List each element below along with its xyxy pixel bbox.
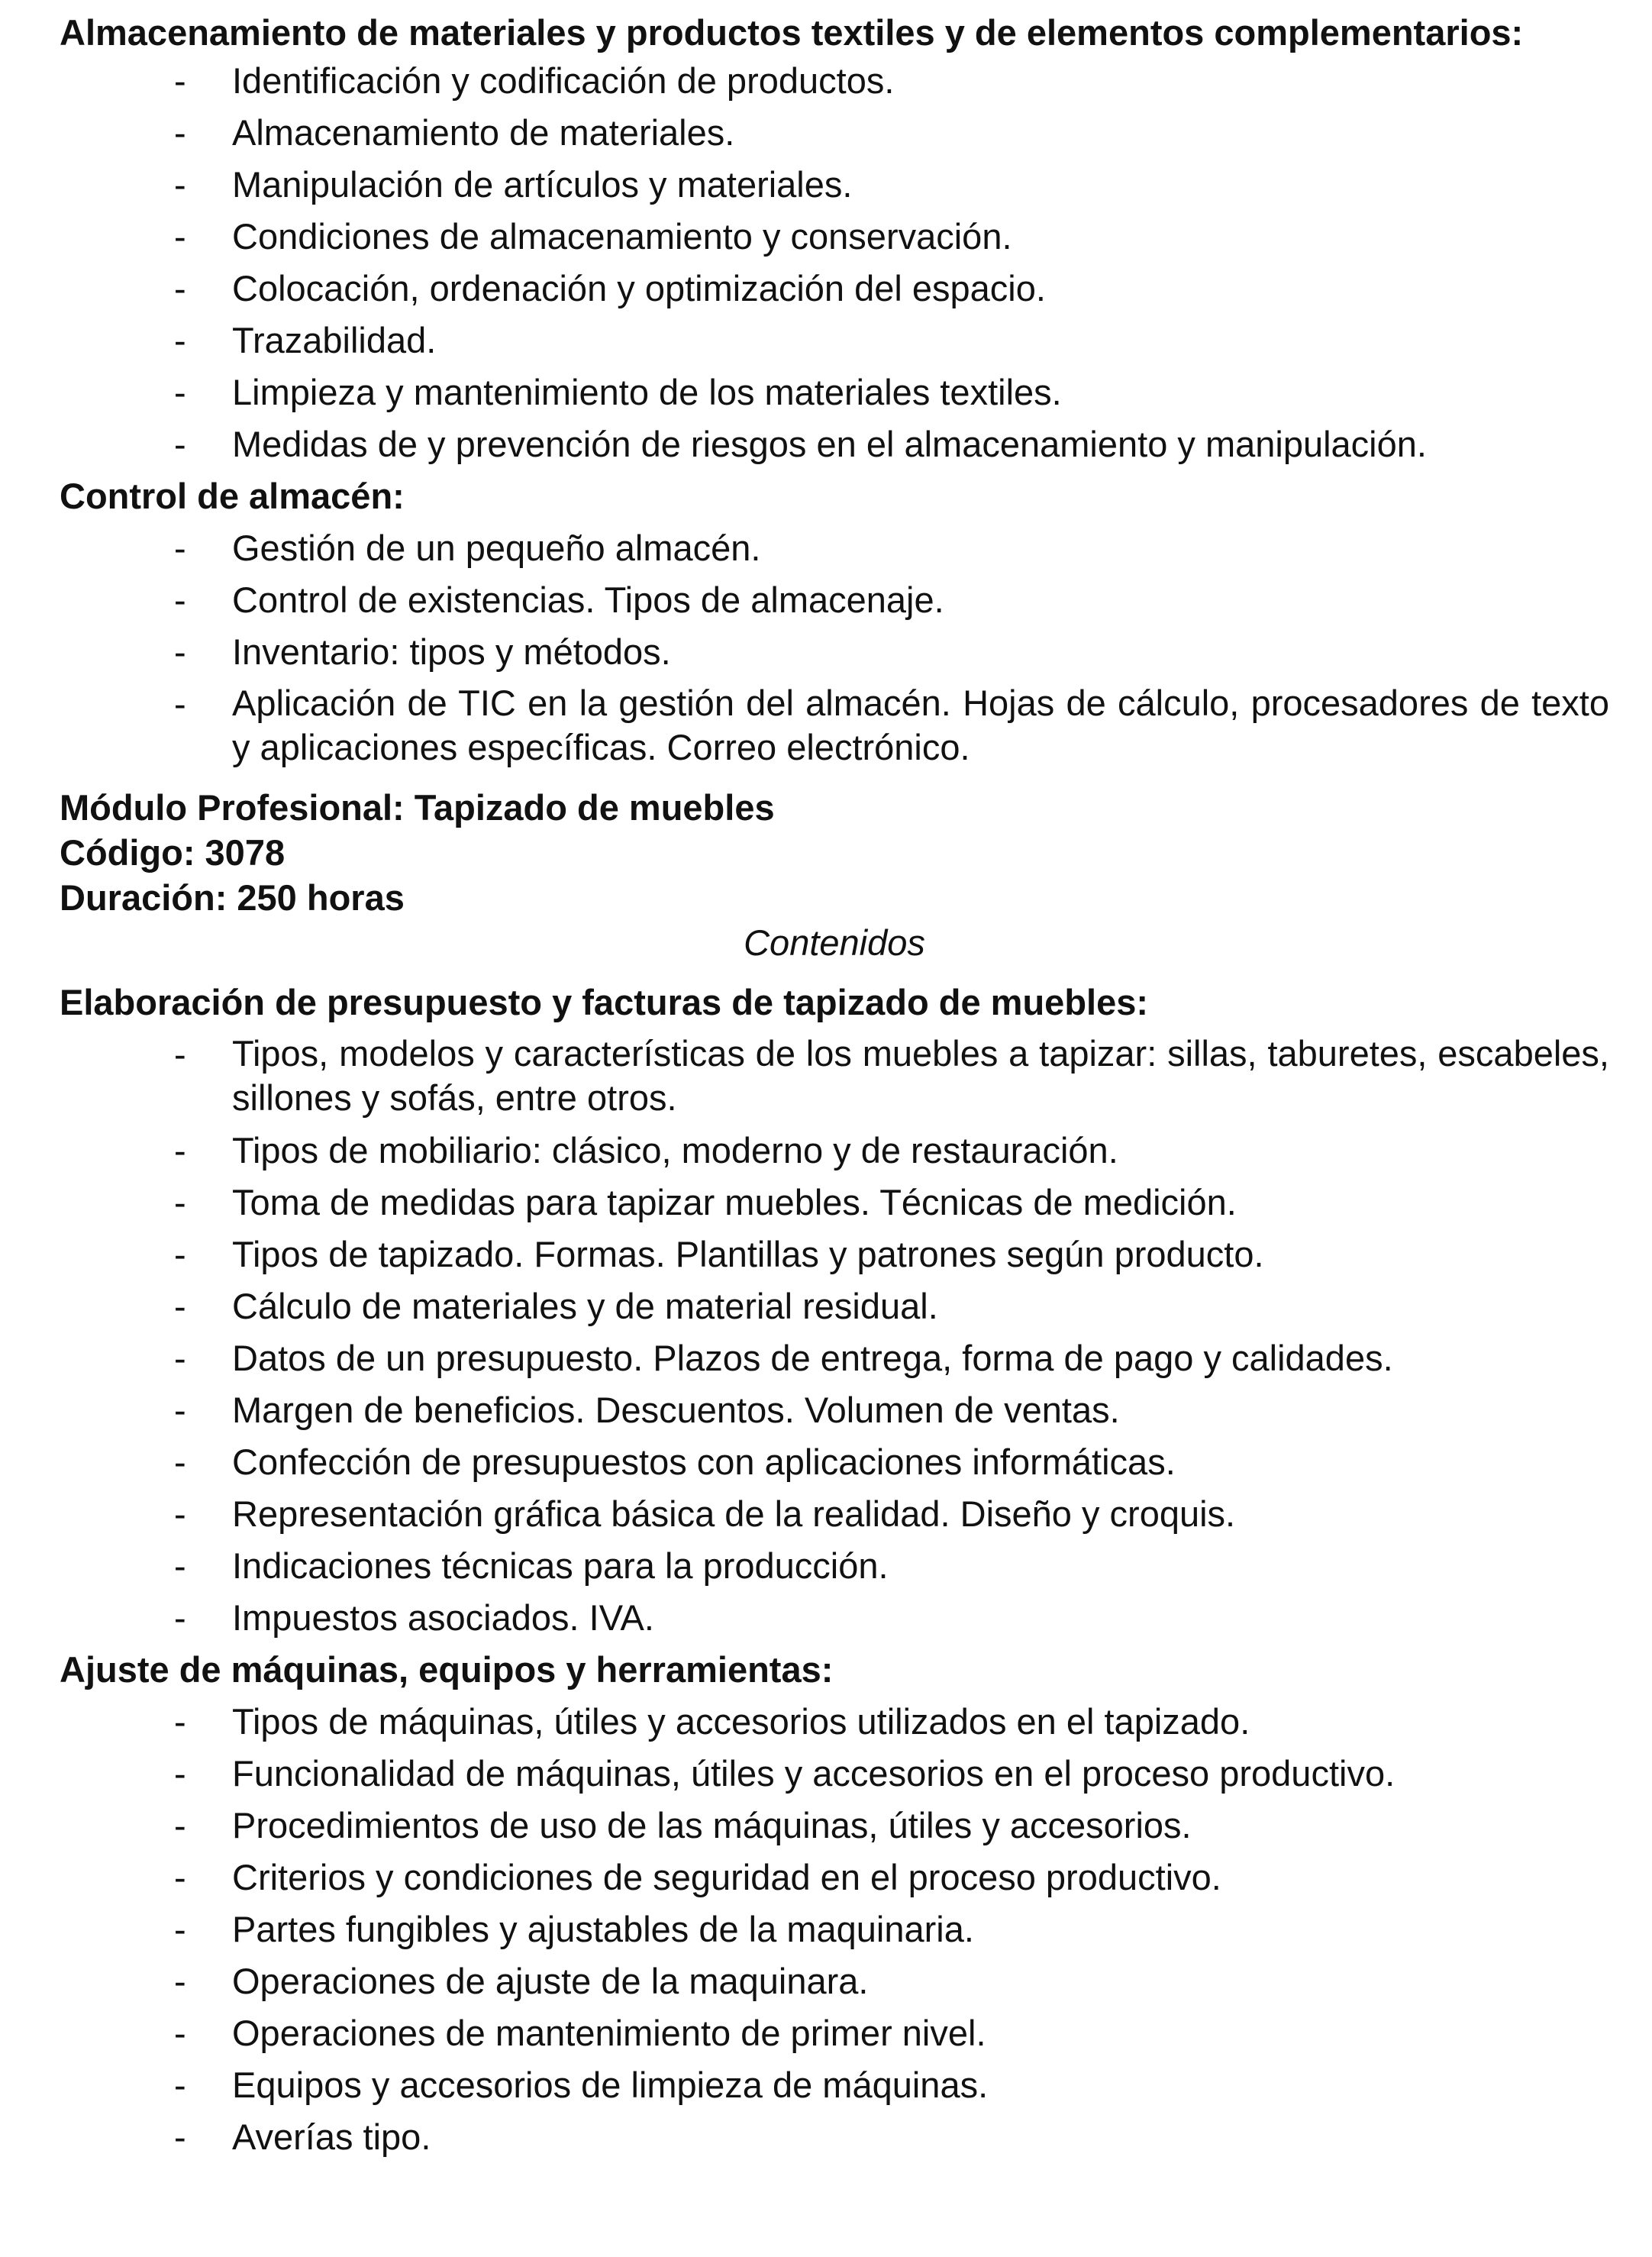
list-item [60, 1748, 1609, 1800]
list-dash: - [174, 683, 186, 724]
list-dash: - [174, 1597, 186, 1638]
bullet-list [60, 1696, 1609, 2163]
list-dash: - [174, 1442, 186, 1482]
list-dash: - [174, 1338, 186, 1378]
list-item-text: Tipos de tapizado. Formas. Plantillas y patrones según producto. [232, 1234, 1264, 1274]
list-item-text: Operaciones de ajuste de la maquinara. [232, 1961, 869, 2001]
module-code: Código: 3078 [60, 832, 286, 873]
section-ajuste-maquinas [60, 1644, 1609, 2163]
list-item-text: Condiciones de almacenamiento y conservación. [232, 216, 1012, 257]
list-item [60, 1852, 1609, 1903]
list-item [60, 159, 1609, 211]
section-presupuesto [60, 977, 1609, 1644]
list-item-text: Indicaciones técnicas para la producción. [232, 1545, 889, 1586]
bullet-list [60, 522, 1609, 774]
section-heading: Almacenamiento de materiales y productos textiles y de elementos complementarios: [60, 12, 1524, 53]
list-item-text: Toma de medidas para tapizar muebles. Técnicas de medición. [232, 1182, 1237, 1222]
list-dash: - [174, 1286, 186, 1326]
list-item [60, 522, 1609, 574]
list-item-text: Margen de beneficios. Descuentos. Volumen de ventas. [232, 1390, 1120, 1430]
list-item-text: Almacenamiento de materiales. [232, 112, 735, 153]
list-item-text: Tipos de mobiliario: clásico, moderno y de restauración. [232, 1130, 1118, 1170]
list-dash: - [174, 164, 186, 205]
list-dash: - [174, 1234, 186, 1274]
list-item [60, 366, 1609, 418]
list-dash: - [174, 1857, 186, 1897]
list-item [60, 263, 1609, 315]
list-item-text: Colocación, ordenación y optimización del espacio. [232, 268, 1046, 308]
list-item-text: Confección de presupuestos con aplicaciones informáticas. [232, 1442, 1176, 1482]
list-dash: - [174, 1701, 186, 1742]
section-control-almacen [60, 470, 1609, 774]
module-header [60, 785, 1609, 966]
list-dash: - [174, 1130, 186, 1170]
list-item [60, 1125, 1609, 1177]
list-item [60, 2059, 1609, 2111]
list-item-text: Cálculo de materiales y de material residual. [232, 1286, 938, 1326]
list-item [60, 315, 1609, 366]
list-dash: - [174, 372, 186, 412]
section-heading: Elaboración de presupuesto y facturas de tapizado de muebles: [60, 982, 1149, 1022]
list-dash: - [174, 268, 186, 308]
list-dash: - [174, 112, 186, 153]
list-item [60, 1592, 1609, 1644]
list-item [60, 1955, 1609, 2007]
list-dash: - [174, 2065, 186, 2105]
list-item-text: Medidas de y prevención de riesgos en el almacenamiento y manipulación. [232, 424, 1427, 464]
document-body [60, 11, 1609, 2163]
list-item [60, 1028, 1609, 1125]
list-dash: - [174, 1545, 186, 1586]
list-item [60, 1436, 1609, 1488]
list-item-text: Limpieza y mantenimiento de los materiales textiles. [232, 372, 1062, 412]
list-item [60, 211, 1609, 263]
list-item-text: Averías tipo. [232, 2117, 431, 2157]
list-item-text: Tipos, modelos y características de los muebles a tapizar: sillas, taburetes, escabeles, sillones y sofás, entre otros. [232, 1033, 1609, 1118]
list-item-text: Impuestos asociados. IVA. [232, 1597, 654, 1638]
list-dash: - [174, 528, 186, 568]
section-almacenamiento [60, 11, 1609, 470]
list-item-text: Procedimientos de uso de las máquinas, útiles y accesorios. [232, 1805, 1192, 1845]
list-item [60, 626, 1609, 678]
list-item [60, 1800, 1609, 1852]
list-dash: - [174, 320, 186, 360]
list-dash: - [174, 1909, 186, 1949]
list-item [60, 107, 1609, 159]
list-item-text: Gestión de un pequeño almacén. [232, 528, 761, 568]
list-item-text: Control de existencias. Tipos de almacenaje. [232, 580, 944, 620]
list-item [60, 418, 1609, 470]
list-item [60, 1229, 1609, 1280]
list-dash: - [174, 580, 186, 620]
list-item-text: Aplicación de TIC en la gestión del almacén. Hojas de cálculo, procesadores de texto y aplicaciones específicas. Correo electrónico. [232, 683, 1609, 767]
list-item-text: Trazabilidad. [232, 320, 437, 360]
list-dash: - [174, 1034, 186, 1074]
list-item-text: Manipulación de artículos y materiales. [232, 164, 853, 205]
list-dash: - [174, 2013, 186, 2053]
module-duration: Duración: 250 horas [60, 877, 405, 918]
list-item [60, 1696, 1609, 1748]
list-item-text: Equipos y accesorios de limpieza de máquinas. [232, 2065, 989, 2105]
module-title: Módulo Profesional: Tapizado de muebles [60, 787, 775, 828]
list-item-text: Operaciones de mantenimiento de primer nivel. [232, 2013, 986, 2053]
list-item [60, 1332, 1609, 1384]
list-dash: - [174, 60, 186, 101]
list-dash: - [174, 1493, 186, 1534]
list-item-text: Inventario: tipos y métodos. [232, 631, 671, 672]
bullet-list [60, 1028, 1609, 1644]
list-item-text: Criterios y condiciones de seguridad en el proceso productivo. [232, 1857, 1221, 1897]
list-item-text: Tipos de máquinas, útiles y accesorios utilizados en el tapizado. [232, 1701, 1250, 1742]
list-dash: - [174, 1182, 186, 1222]
list-dash: - [174, 1805, 186, 1845]
contents-label: Contenidos [744, 922, 925, 963]
list-dash: - [174, 1753, 186, 1794]
list-item [60, 1903, 1609, 1955]
list-item [60, 1540, 1609, 1592]
list-dash: - [174, 1390, 186, 1430]
bullet-list [60, 55, 1609, 470]
list-dash: - [174, 2117, 186, 2157]
list-item-text: Representación gráfica básica de la realidad. Diseño y croquis. [232, 1493, 1236, 1534]
list-dash: - [174, 424, 186, 464]
list-item-text: Identificación y codificación de productos. [232, 60, 895, 101]
list-item [60, 678, 1609, 774]
list-item [60, 1384, 1609, 1436]
list-dash: - [174, 216, 186, 257]
list-item-text: Datos de un presupuesto. Plazos de entrega, forma de pago y calidades. [232, 1338, 1393, 1378]
list-item [60, 1488, 1609, 1540]
list-item [60, 55, 1609, 107]
list-item [60, 1177, 1609, 1229]
list-item [60, 2007, 1609, 2059]
list-item-text: Funcionalidad de máquinas, útiles y accesorios en el proceso productivo. [232, 1753, 1395, 1794]
list-item [60, 574, 1609, 626]
list-item [60, 2111, 1609, 2163]
section-heading: Control de almacén: [60, 476, 405, 516]
list-dash: - [174, 1961, 186, 2001]
list-item-text: Partes fungibles y ajustables de la maquinaria. [232, 1909, 974, 1949]
section-heading: Ajuste de máquinas, equipos y herramientas: [60, 1649, 834, 1690]
list-item [60, 1280, 1609, 1332]
list-dash: - [174, 631, 186, 672]
